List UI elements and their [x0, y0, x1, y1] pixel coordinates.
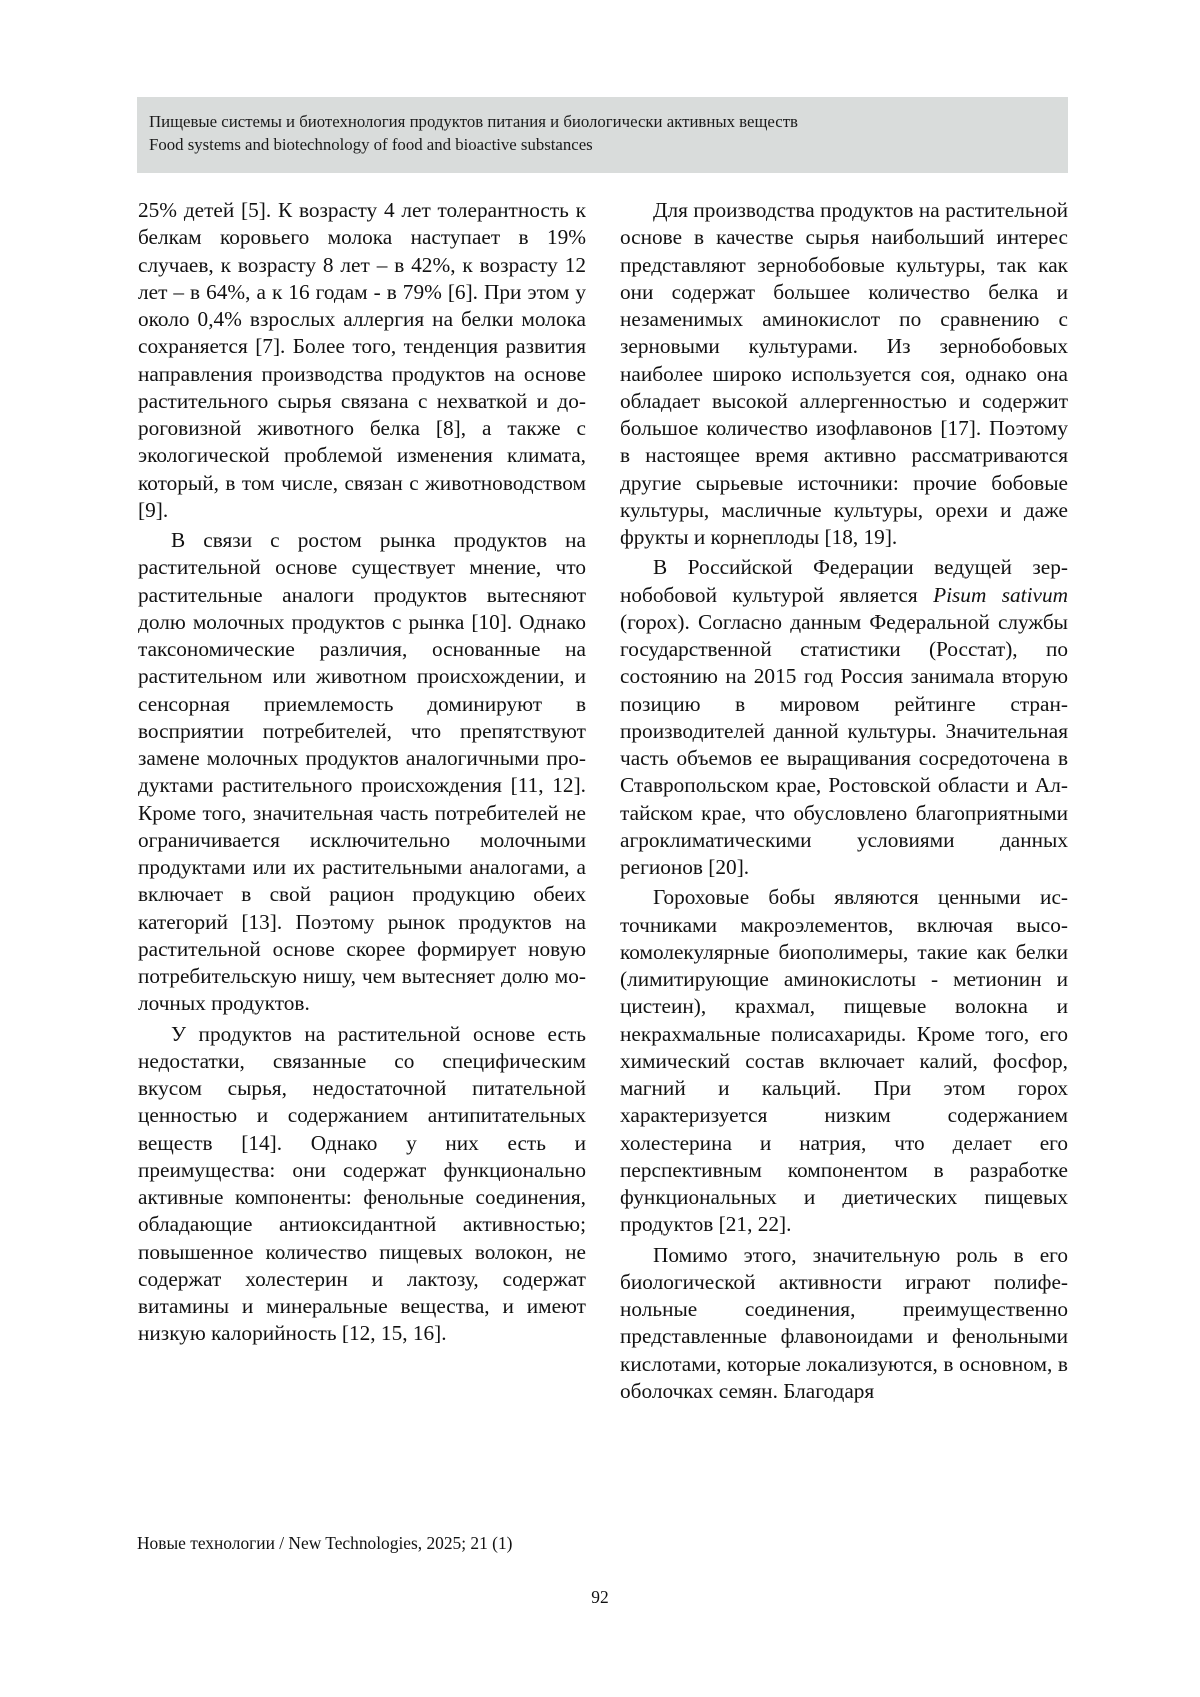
- journal-citation: Новые технологии / New Technologies, 2025; 21 (1): [137, 1533, 513, 1553]
- right-paragraph-2-start: В Российской Федерации ведущей зернобобовой культурой является: [620, 555, 1068, 607]
- right-paragraph-2: [620, 554, 1068, 881]
- left-paragraph-2: В связи с ростом рынка продуктов на растительной основе существует мнение, что растительные аналоги продуктов вытесняют долю молочных продуктов с рынка [10]. Однако таксономические различия, основанные на растительном или животном происхождении, и сенсорная приемлемость доминируют в восприятии потребителей, что препятствуют замене молочных продуктов аналогичными продуктами растительного происхождения [11, 12]. Кроме того, значительная часть потребителей не ограничивается исключительно молочными продуктами или их растительными аналогами, а включает в свой рацион продукцию обеих категорий [13]. Поэтому рынок продуктов на растительной основе скорее формирует новую потребительскую нишу, чем вытесняет долю молочных продуктов.: [138, 528, 586, 1016]
- left-paragraph-3: У продуктов на растительной основе есть недостатки, связанные со специфическим вкусом сырья, недостаточной питательной ценностью и содержанием антипитательных веществ [14]. Однако у них есть и преимущества: они содержат функционально активные компоненты: фенольные соединения, обладающие антиоксидантной активностью; повышенное количество пищевых волокон, не содержат холестерин и лактозу, содержат витамины и минеральные вещества, и имеют низкую калорийность [12, 15, 16].: [138, 1021, 586, 1346]
- running-header: [137, 97, 1068, 173]
- running-header-en: Food systems and biotechnology of food and bioactive substances: [149, 135, 593, 154]
- right-paragraph-4: Помимо этого, значительную роль в его биологической активности играют полифенольные соединения, преимущественно представленные флавоноидами и фенольными кислотами, которые локализуются, в основном, в оболочках семян. Благодаря: [620, 1242, 1068, 1403]
- left-column: [138, 197, 586, 1348]
- right-paragraph-1: Для производства продуктов на растительной основе в качестве сырья наибольший интерес представляют зернобобовые культуры, так как они содержат большее количество белка и незаменимых аминокислот по сравнению с зерновыми культурами. Из зернобобовых наиболее широко используется соя, однако она обладает высокой аллергенностью и содержит большое количество изофлавонов [17]. Поэтому в настоящее время активно рассматриваются другие сырьевые источники: прочие бобовые культуры, масличные культуры, орехи и даже фрукты и корнеплоды [18, 19].: [620, 198, 1068, 549]
- right-paragraph-3: Гороховые бобы являются ценными источниками макроэлементов, включая высокомолекулярные биополимеры, такие как белки (лимитирующие аминокислоты - метионин и цистеин), крахмал, пищевые волокна и некрахмальные полисахариды. Кроме того, его химический состав включает калий, фосфор, магний и кальций. При этом горох характеризуется низким содержанием холестерина и натрия, что делает его перспективным компонентом в разработке функциональных и диетических пищевых продуктов [21, 22].: [620, 885, 1068, 1237]
- left-paragraph-1: 25% детей [5]. К возрасту 4 лет толерантность к белкам коровьего молока наступает в 19% случаев, к возрасту 8 лет – в 42%, к возрасту 12 лет – в 64%, а к 16 годам - в 79% [6]. При этом у около 0,4% взрослых аллергия на белки молока сохраняется [7]. Более того, тенденция развития направления производства продуктов на основе растительного сырья связана с нехваткой и дороговизной животного белка [8], а также с экологической проблемой изменения климата, который, в том числе, связан с животноводством [9].: [138, 198, 586, 522]
- right-column: [620, 197, 1068, 1405]
- right-paragraph-2-rest: (горох). Согласно данным Федеральной службы государственной статистики (Росстат), по состоянию на 2015 год Россия занимала вторую позицию в мировом рейтинге стран-производителей данной культуры. Значительная часть объемов ее выращивания сосредоточена в Ставропольском крае, Ростовской области и Алтайском крае, что обусловлено благоприятными агроклиматическими условиями данных регионов [20].: [620, 609, 1068, 879]
- page-number: 92: [591, 1587, 609, 1607]
- running-header-ru: Пищевые системы и биотехнология продуктов питания и биологически активных веществ: [149, 112, 798, 131]
- species-name: Pisum sativum: [933, 582, 1068, 607]
